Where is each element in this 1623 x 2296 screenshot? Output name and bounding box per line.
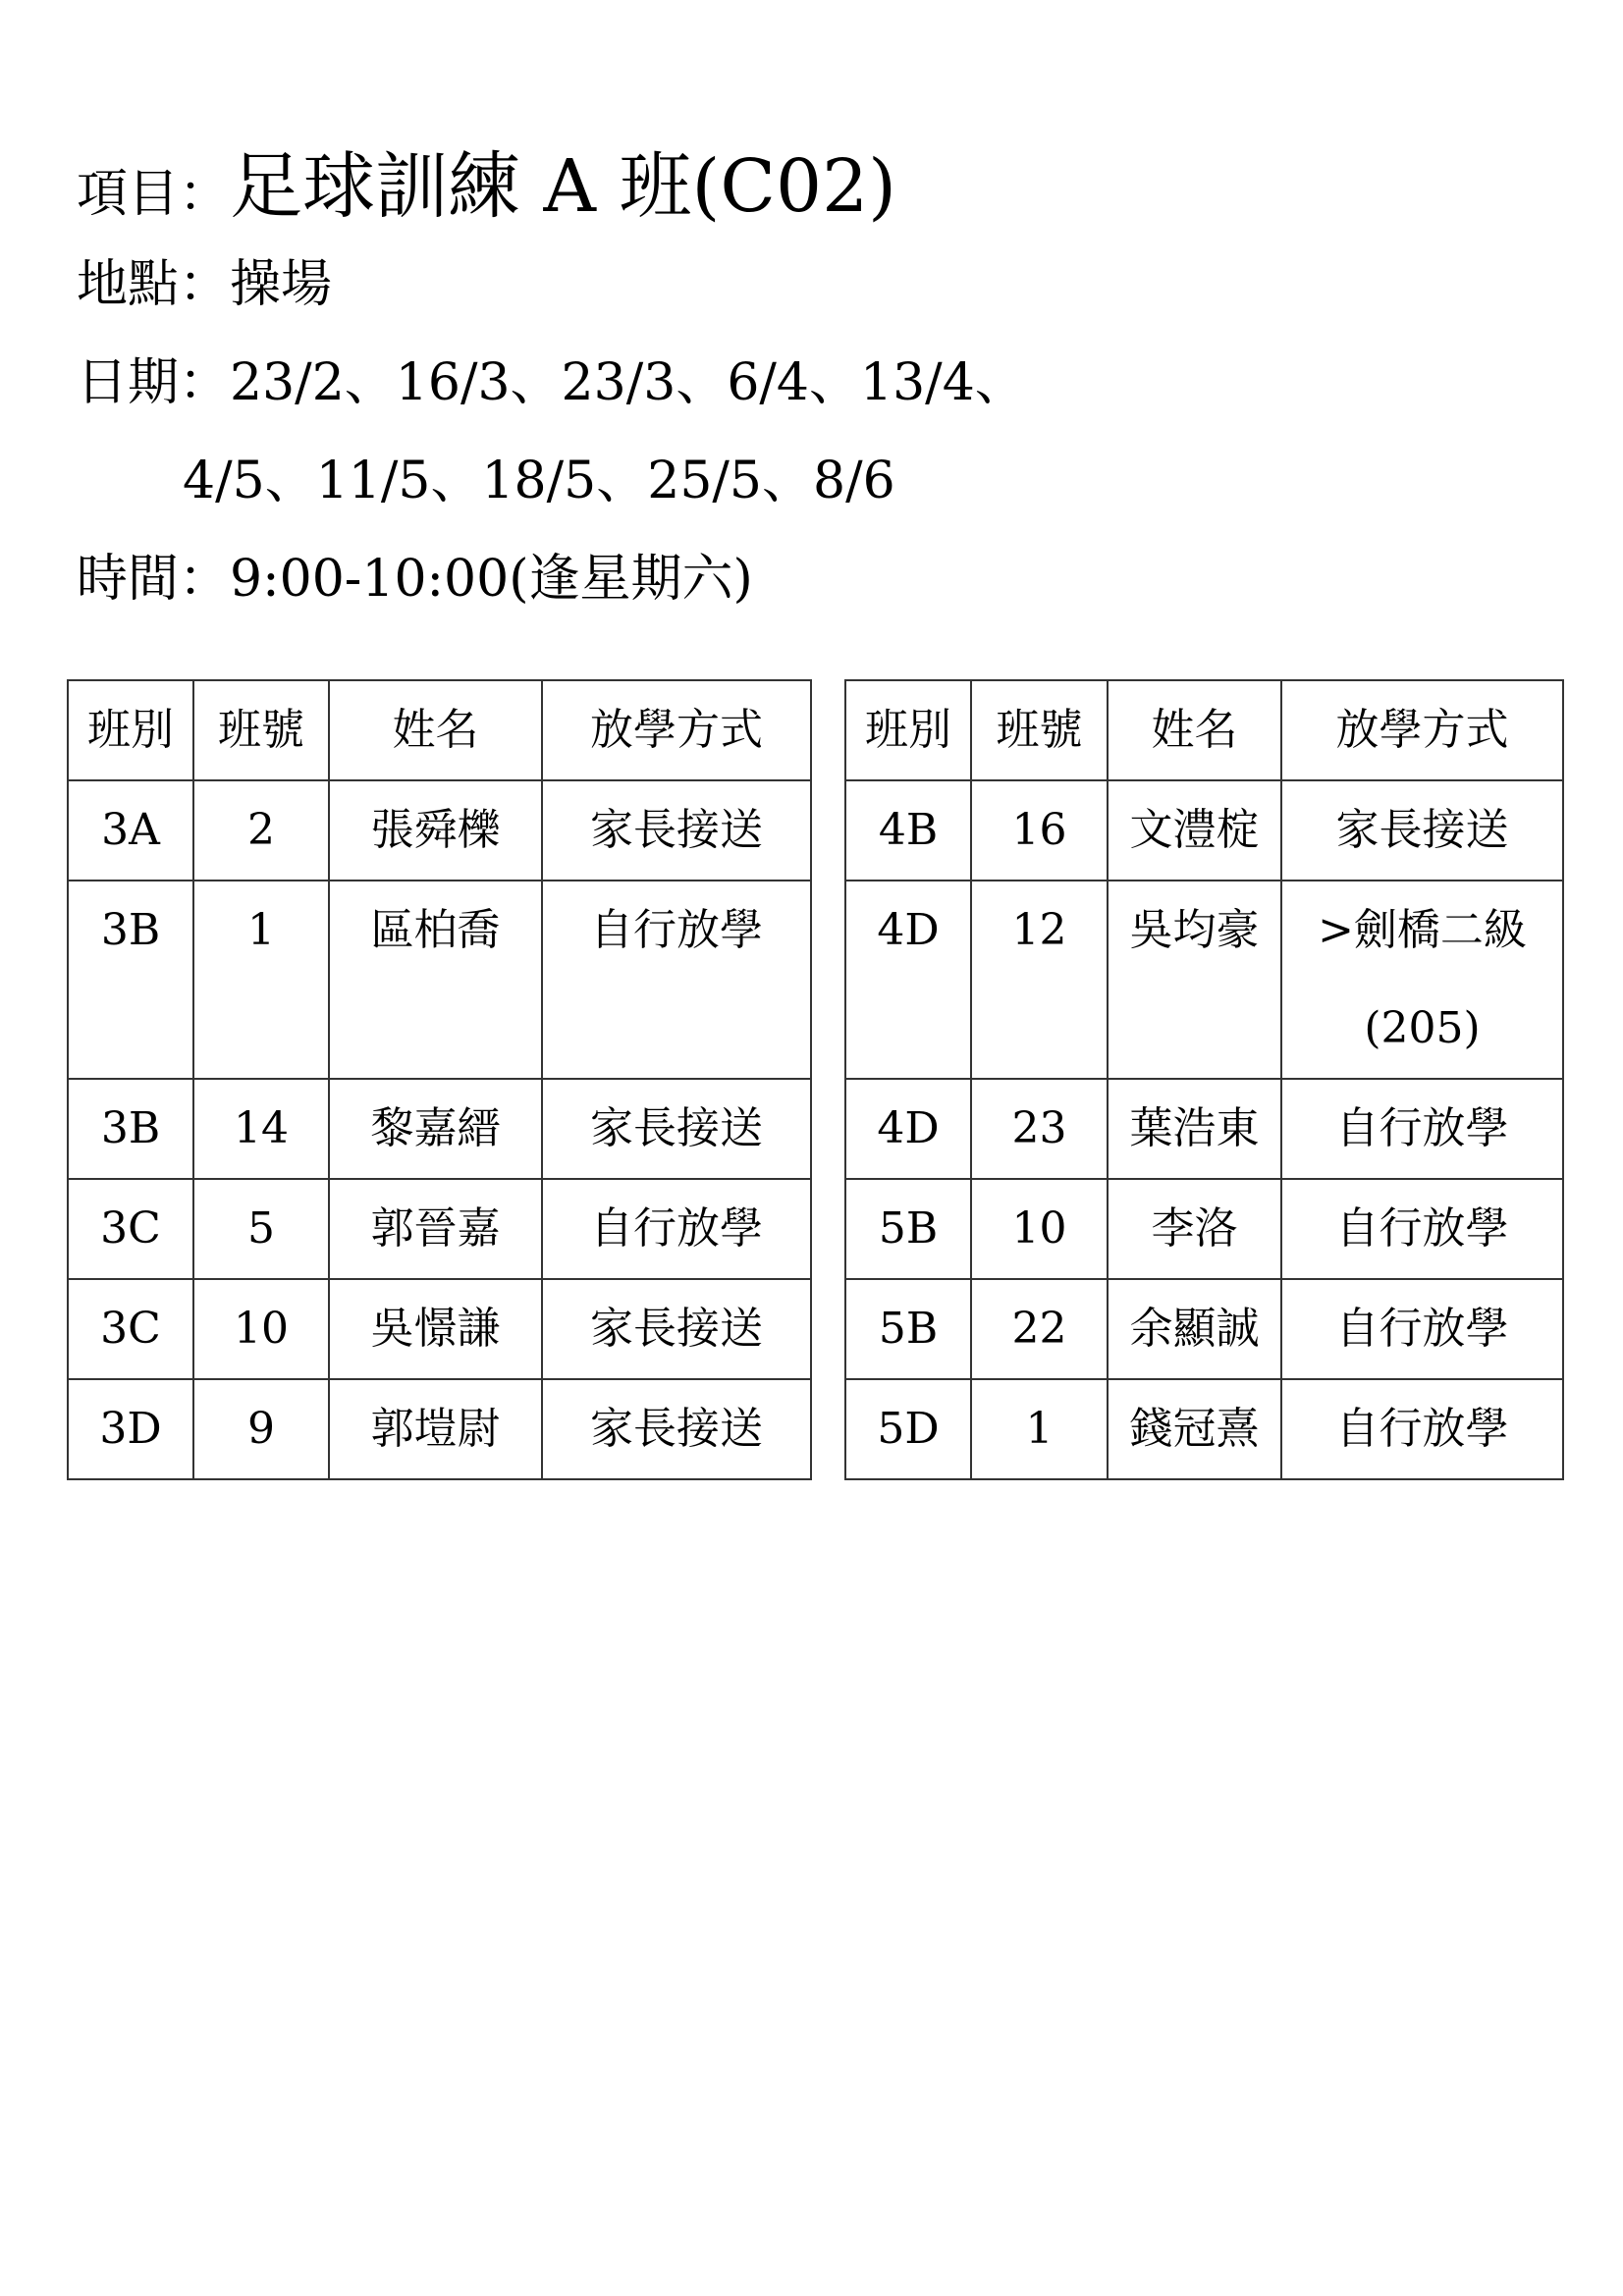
cell-number: 22: [971, 1279, 1108, 1379]
cell-dismissal: 家長接送: [542, 1079, 811, 1179]
cell-name: 黎嘉縉: [329, 1079, 542, 1179]
cell-name: 張舜櫟: [329, 780, 542, 881]
cell-dismissal: 家長接送: [542, 780, 811, 881]
cell-class: 3A: [68, 780, 193, 881]
cell-class: 5B: [845, 1279, 971, 1379]
cell-dismissal: 自行放學: [1281, 1079, 1563, 1179]
table-row: [68, 1179, 811, 1279]
table-header-row: [845, 680, 1563, 780]
cell-number: 9: [193, 1379, 329, 1479]
cell-name: 錢冠熹: [1108, 1379, 1281, 1479]
table-row: [68, 1279, 811, 1379]
cell-number: 12: [971, 881, 1108, 1079]
dismissal-line-1: >劍橋二級: [1318, 905, 1527, 955]
cell-class: 4D: [845, 1079, 971, 1179]
cell-name: 吳均豪: [1108, 881, 1281, 1079]
cell-number: 16: [971, 780, 1108, 881]
cell-number: 1: [193, 881, 329, 1079]
cell-number: 23: [971, 1079, 1108, 1179]
cell-number: 10: [971, 1179, 1108, 1279]
cell-name: 李洛: [1108, 1179, 1281, 1279]
cell-class: 4D: [845, 881, 971, 1079]
cell-class: 3B: [68, 881, 193, 1079]
cell-dismissal: 自行放學: [1281, 1379, 1563, 1479]
venue-value: 操場: [230, 255, 333, 314]
time-value: 9:00-10:00(逢星期六): [230, 550, 753, 609]
venue-line: [77, 236, 1549, 334]
table-row: [845, 1279, 1563, 1379]
column-header-dismissal: 放學方式: [1281, 680, 1563, 780]
cell-number: 2: [193, 780, 329, 881]
venue-label: 地點：: [77, 255, 231, 314]
cell-dismissal: 自行放學: [542, 881, 811, 1079]
cell-name: 吳憬謙: [329, 1279, 542, 1379]
project-value: 足球訓練 A 班(C02): [230, 144, 897, 229]
dates-label: 日期：: [77, 353, 231, 412]
cell-number: 14: [193, 1079, 329, 1179]
roster-table-left: [67, 679, 812, 1480]
time-line: [77, 530, 1549, 628]
table-row: [845, 1179, 1563, 1279]
cell-class: 3C: [68, 1179, 193, 1279]
cell-dismissal: 自行放學: [542, 1179, 811, 1279]
cell-class: 3B: [68, 1079, 193, 1179]
table-row: [68, 780, 811, 881]
table-row: [845, 881, 1563, 1079]
dates-value-line1: 23/2、16/3、23/3、6/4、13/4、: [230, 353, 1026, 412]
cell-dismissal: 自行放學: [1281, 1279, 1563, 1379]
cell-class: 3D: [68, 1379, 193, 1479]
column-header-dismissal: 放學方式: [542, 680, 811, 780]
column-header-name: 姓名: [1108, 680, 1281, 780]
table-row: [845, 780, 1563, 881]
cell-number: 10: [193, 1279, 329, 1379]
project-line: [77, 137, 1549, 236]
table-row: [845, 1379, 1563, 1479]
time-label: 時間：: [77, 550, 231, 609]
table-row: [68, 881, 811, 1079]
cell-name: 余顯誠: [1108, 1279, 1281, 1379]
table-header-row: [68, 680, 811, 780]
column-header-number: 班號: [971, 680, 1108, 780]
column-header-number: 班號: [193, 680, 329, 780]
column-header-name: 姓名: [329, 680, 542, 780]
cell-number: 5: [193, 1179, 329, 1279]
cell-name: 郭晉嘉: [329, 1179, 542, 1279]
cell-class: 3C: [68, 1279, 193, 1379]
dates-value-line2: 4/5、11/5、18/5、25/5、8/6: [183, 452, 895, 510]
roster-table-right: [844, 679, 1564, 1480]
cell-name: 文澧椗: [1108, 780, 1281, 881]
table-row: [68, 1379, 811, 1479]
cell-number: 1: [971, 1379, 1108, 1479]
column-header-class: 班別: [68, 680, 193, 780]
dates-line: [77, 334, 1549, 432]
cell-dismissal: 家長接送: [542, 1279, 811, 1379]
cell-name: 葉浩東: [1108, 1079, 1281, 1179]
table-row: [845, 1079, 1563, 1179]
cell-class: 5D: [845, 1379, 971, 1479]
cell-dismissal: [1281, 881, 1563, 1079]
cell-dismissal: 家長接送: [542, 1379, 811, 1479]
dates-line-continued: [77, 432, 1549, 530]
cell-class: 4B: [845, 780, 971, 881]
cell-class: 5B: [845, 1179, 971, 1279]
cell-name: 區柏喬: [329, 881, 542, 1079]
cell-dismissal: 家長接送: [1281, 780, 1563, 881]
dismissal-line-2: (205): [1364, 1003, 1481, 1053]
column-header-class: 班別: [845, 680, 971, 780]
project-label: 項目：: [77, 165, 231, 224]
table-row: [68, 1079, 811, 1179]
activity-header: [77, 137, 1549, 628]
cell-dismissal: 自行放學: [1281, 1179, 1563, 1279]
cell-name: 郭塏尉: [329, 1379, 542, 1479]
